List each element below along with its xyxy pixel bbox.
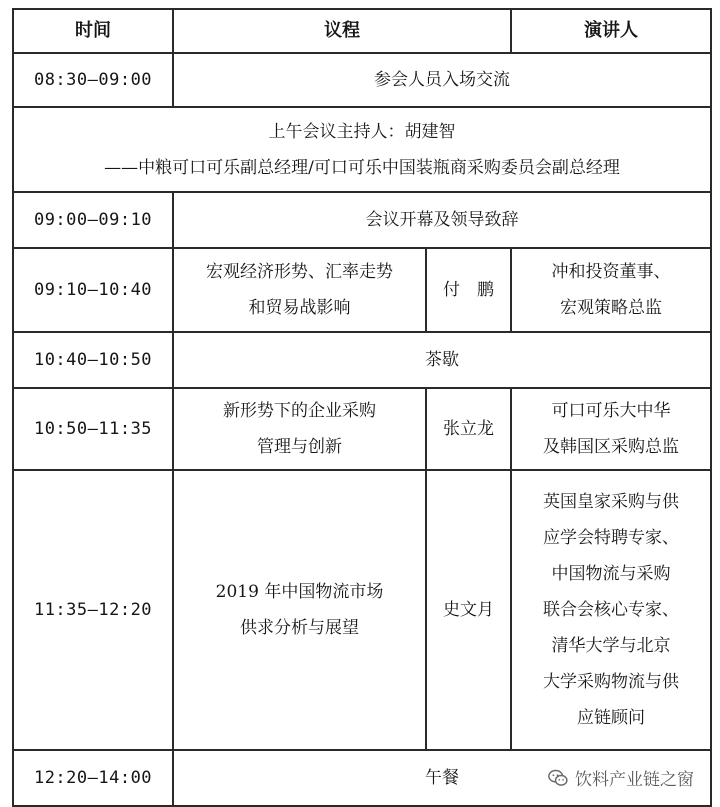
- watermark-text: 饮料产业链之窗: [575, 770, 694, 790]
- row-agenda: 茶歇: [173, 332, 711, 388]
- table-row: [13, 470, 711, 750]
- row-time: 11:35—12:20: [13, 470, 173, 750]
- row-speaker: 史文月: [426, 470, 511, 750]
- row-time: 09:00—09:10: [13, 192, 173, 248]
- agenda-table: [12, 8, 712, 807]
- row-speaker-title: 可口可乐大中华 及韩国区采购总监: [511, 388, 711, 470]
- row-topic: 新形势下的企业采购 管理与创新: [173, 388, 426, 470]
- row-agenda: 参会人员入场交流: [173, 53, 711, 107]
- header-time: 时间: [13, 9, 173, 53]
- table-row: [13, 332, 711, 388]
- wechat-icon: [547, 767, 569, 789]
- row-time: 10:40—10:50: [13, 332, 173, 388]
- header-speaker: 演讲人: [511, 9, 711, 53]
- row-time: 08:30—09:00: [13, 53, 173, 107]
- row-agenda: 会议开幕及领导致辞: [173, 192, 711, 248]
- watermark: [543, 763, 698, 792]
- row-speaker: 付 鹏: [426, 248, 511, 332]
- header-row: [13, 9, 711, 53]
- row-time: 10:50—11:35: [13, 388, 173, 470]
- header-agenda: 议程: [173, 9, 511, 53]
- table-row: [13, 192, 711, 248]
- host-name: 上午会议主持人：胡建智: [268, 121, 456, 142]
- row-speaker-title: 英国皇家采购与供 应学会特聘专家、 中国物流与采购 联合会核心专家、 清华大学与北京 大学采购物流与供 应链顾问: [511, 470, 711, 750]
- host-title: ——中粮可口可乐副总经理/可口可乐中国装瓶商采购委员会副总经理: [104, 157, 620, 178]
- table-row: [13, 248, 711, 332]
- row-topic: 宏观经济形势、汇率走势 和贸易战影响: [173, 248, 426, 332]
- row-time: 09:10—10:40: [13, 248, 173, 332]
- host-row: [13, 107, 711, 192]
- table-row: [13, 53, 711, 107]
- row-time: 12:20—14:00: [13, 750, 173, 806]
- row-speaker: 张立龙: [426, 388, 511, 470]
- row-agenda: 午餐: [173, 750, 711, 806]
- morning-host: [13, 107, 711, 192]
- row-topic: 2019 年中国物流市场 供求分析与展望: [173, 470, 426, 750]
- row-speaker-title: 冲和投资董事、 宏观策略总监: [511, 248, 711, 332]
- table-row: [13, 388, 711, 470]
